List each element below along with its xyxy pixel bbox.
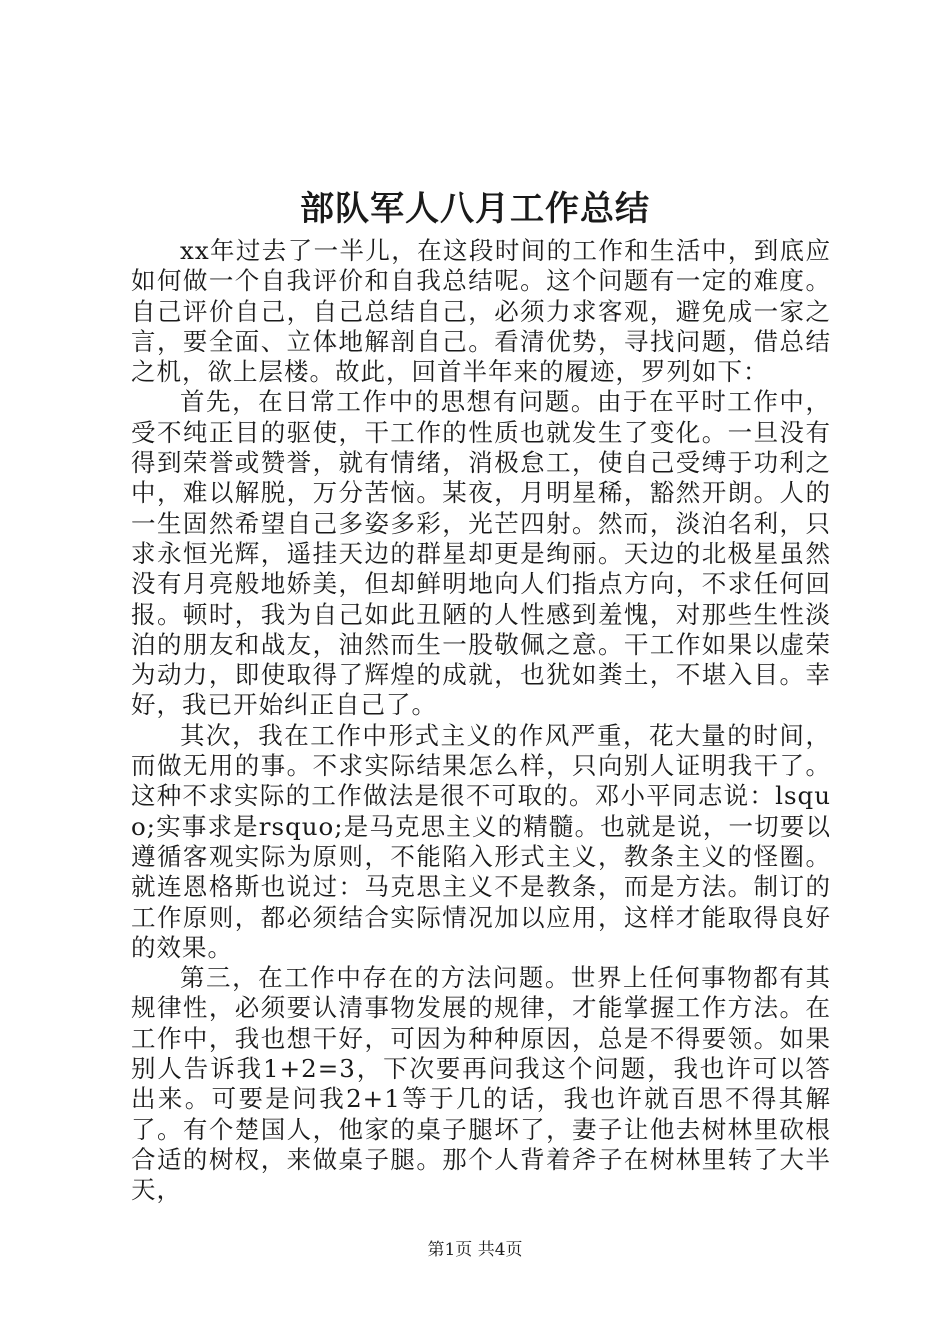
paragraph-second-point: 其次，我在工作中形式主义的作风严重，花大量的时间，而做无用的事。不求实际结果怎么样，只向别人证明我干了。这种不求实际的工作做法是很不可取的。邓小平同志说：lsquo;实事求是rsquo;是马克思主义的精髓。也就是说，一切要以遵循客观实际为原则，不能陷入形式主义，教条主义的怪圈。就连恩格斯也说过：马克思主义不是教条，而是方法。制订的工作原则，都必须结合实际情况加以应用，这样才能取得良好的效果。	[131, 720, 831, 962]
page-number-footer: 第1页 共4页	[427, 1240, 523, 1260]
document-body	[131, 236, 831, 1206]
paragraph-third-point: 第三，在工作中存在的方法问题。世界上任何事物都有其规律性，必须要认清事物发展的规律，才能掌握工作方法。在工作中，我也想干好，可因为种种原因，总是不得要领。如果别人告诉我1+2=3，下次要再问我这个问题，我也许可以答出来。可要是问我2+1等于几的话，我也许就百思不得其解了。有个楚国人，他家的桌子腿坏了，妻子让他去树林里砍根合适的树杈，来做桌子腿。那个人背着斧子在树林里转了大半天，	[131, 963, 831, 1205]
paragraph-intro: xx年过去了一半儿，在这段时间的工作和生活中，到底应如何做一个自我评价和自我总结呢。这个问题有一定的难度。自己评价自己，自己总结自己，必须力求客观，避免成一家之言，要全面、立体地解剖自己。看清优势，寻找问题，借总结之机，欲上层楼。故此，回首半年来的履迹，罗列如下：	[131, 236, 831, 387]
document-title: 部队军人八月工作总结	[300, 189, 650, 229]
paragraph-first-point: 首先，在日常工作中的思想有问题。由于在平时工作中，受不纯正目的驱使，干工作的性质也就发生了变化。一旦没有得到荣誉或赞誉，就有情绪，消极怠工，使自己受缚于功利之中，难以解脱，万分苦恼。某夜，月明星稀，豁然开朗。人的一生固然希望自己多姿多彩，光芒四射。然而，淡泊名利，只求永恒光辉，遥挂天边的群星却更是绚丽。天边的北极星虽然没有月亮般地娇美，但却鲜明地向人们指点方向，不求任何回报。顿时，我为自己如此丑陋的人性感到羞愧，对那些生性淡泊的朋友和战友，油然而生一股敬佩之意。干工作如果以虚荣为动力，即使取得了辉煌的成就，也犹如粪土，不堪入目。幸好，我已开始纠正自己了。	[131, 387, 831, 720]
